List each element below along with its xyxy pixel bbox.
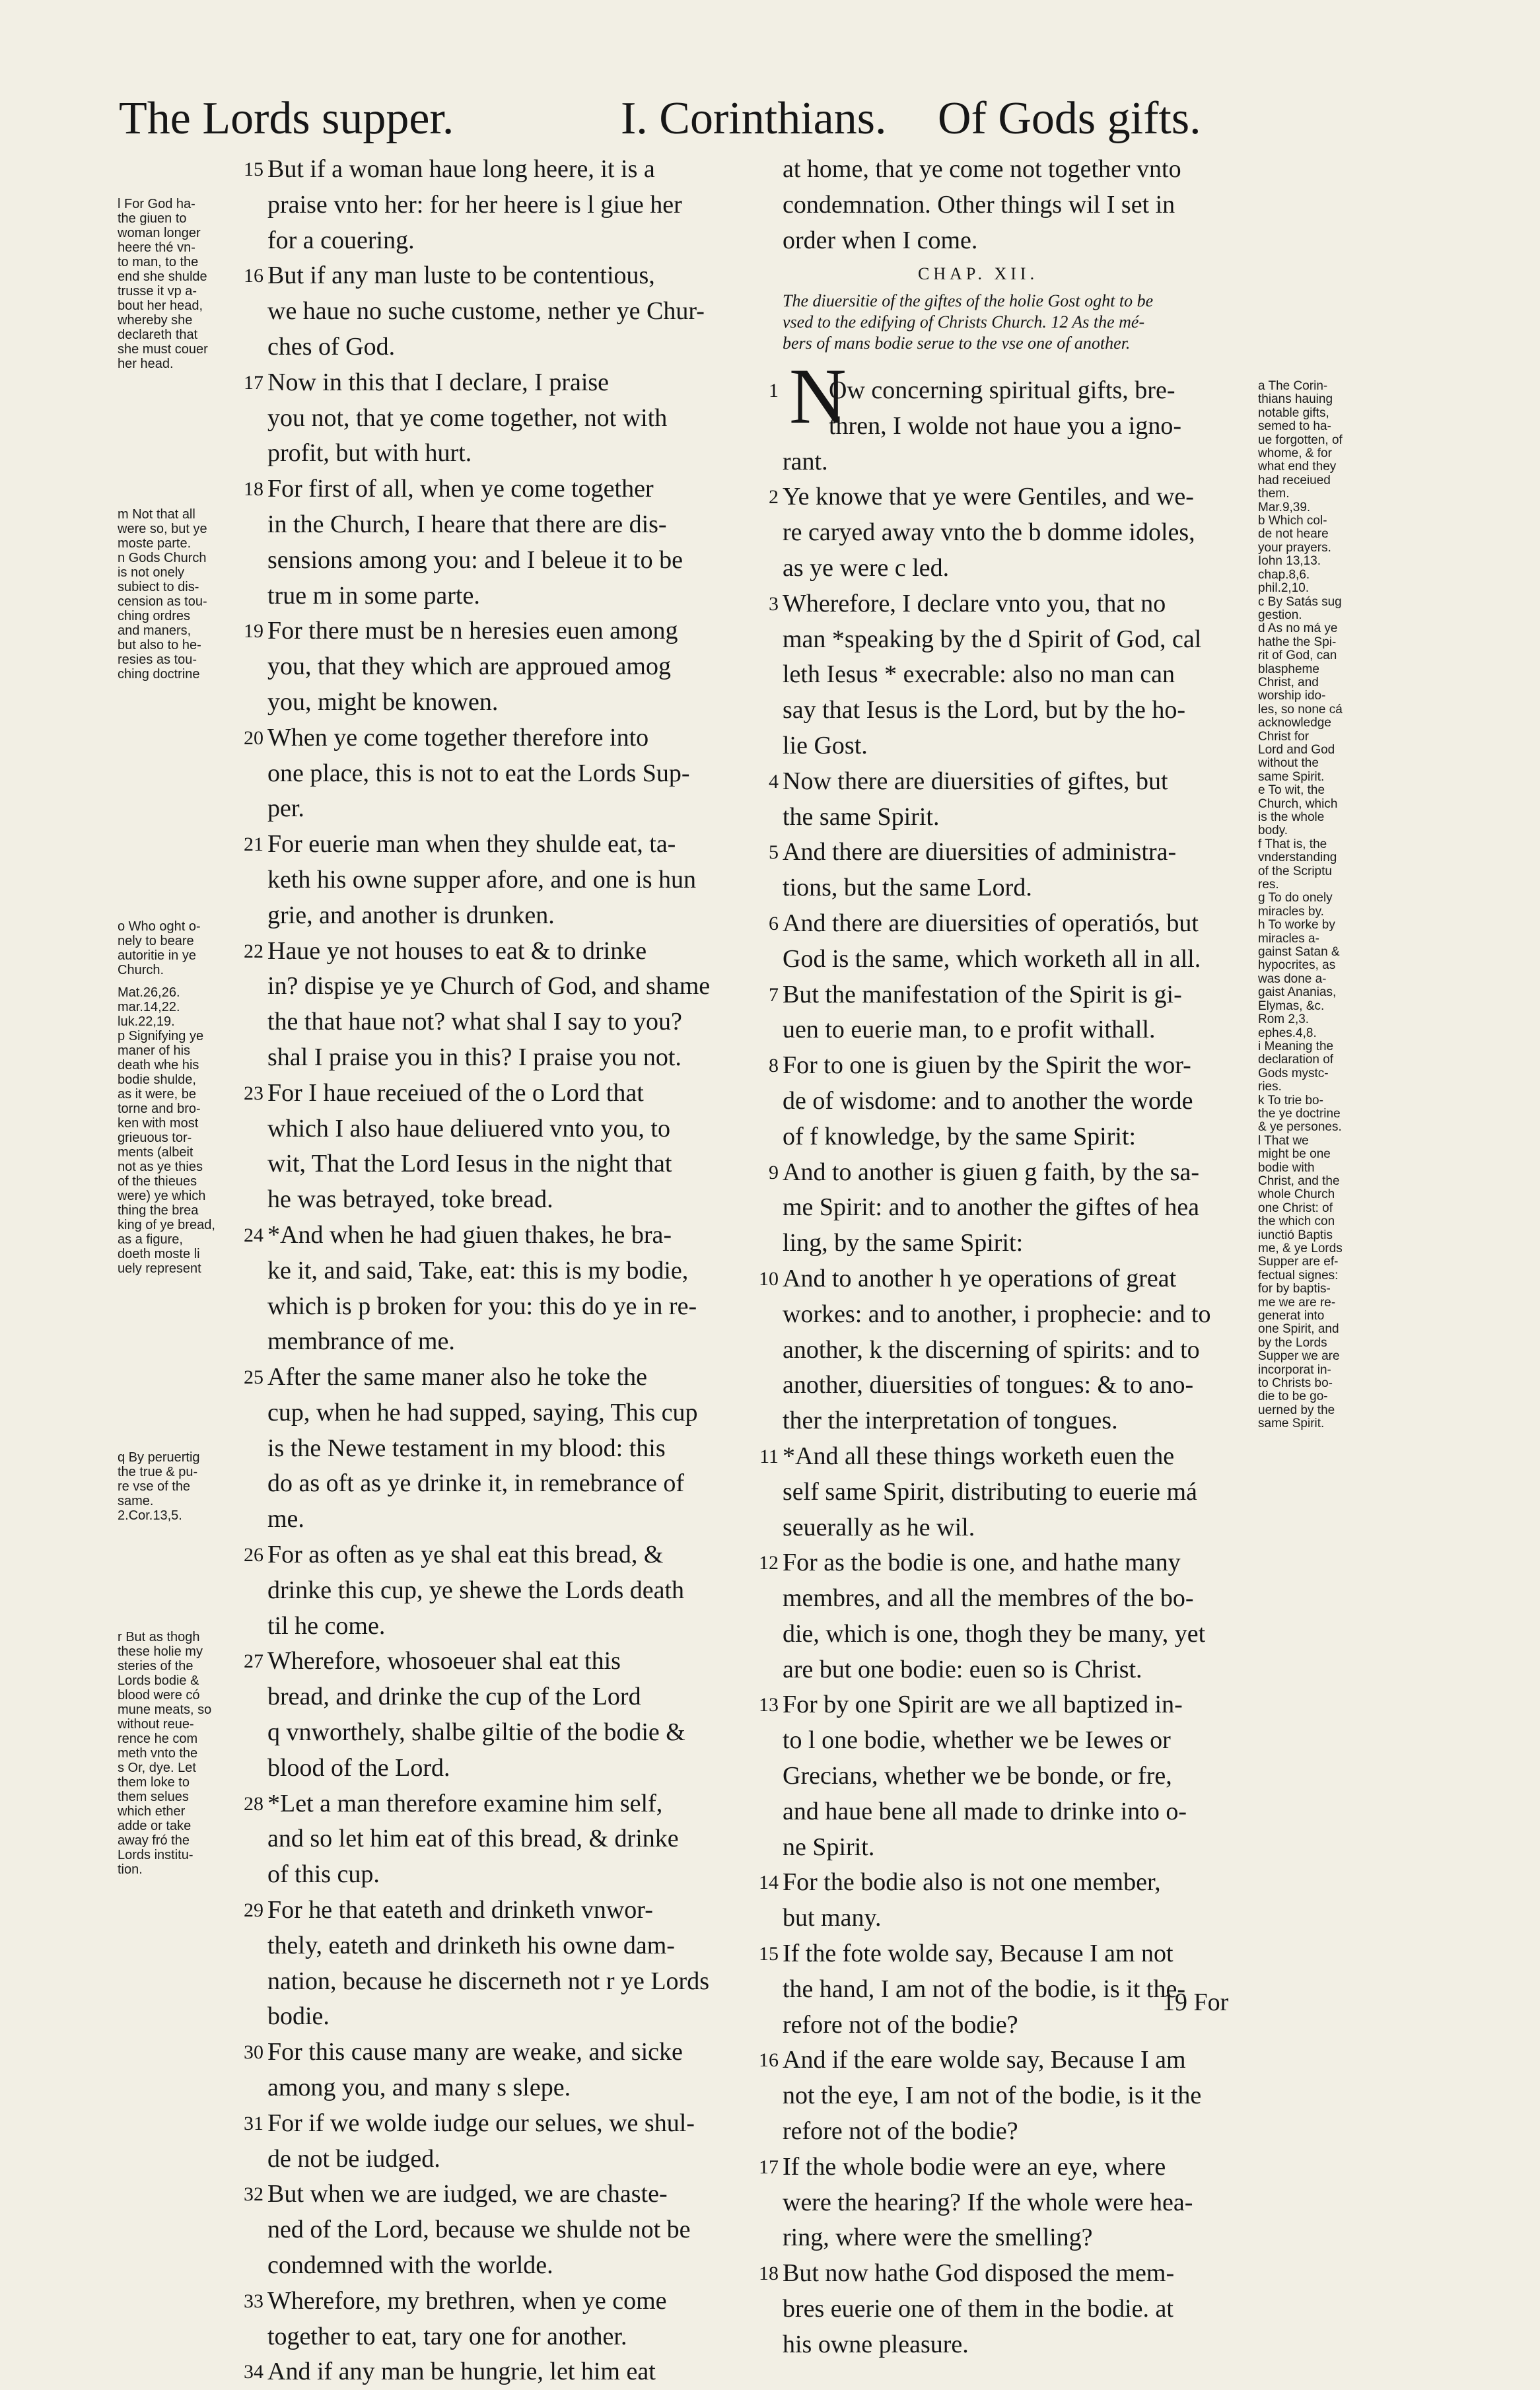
text-line — [783, 693, 1245, 728]
verse-text: For this cause many are weake, and sicke — [267, 2038, 683, 2066]
verse-text: you, that they which are approued amog — [267, 652, 671, 681]
chapter-summary-line: bers of mans bodie serue to the vse one of another. — [783, 334, 1131, 353]
verse-text: thely, eateth and drinketh his owne dam- — [267, 1931, 675, 1959]
verse-text: me. — [267, 1505, 304, 1533]
verse-text: at home, that ye come not together vnto — [783, 155, 1181, 183]
text-line — [244, 1786, 769, 1822]
verse-text: condemned with the worlde. — [267, 2251, 553, 2280]
chapter-summary-line: vsed to the edifying of Christs Church. 12 As the mé- — [783, 312, 1145, 332]
verse-text: Ow concerning spiritual gifts, bre- — [829, 376, 1175, 404]
text-line — [267, 1609, 769, 1644]
text-line — [267, 649, 769, 685]
text-line — [267, 2212, 769, 2248]
verse-text: we haue no suche custome, nether ye Chur- — [267, 297, 705, 326]
text-line — [783, 444, 1245, 480]
text-line — [783, 1901, 1245, 1936]
text-line — [759, 1545, 1245, 1581]
verse-text: *And when he had giuen thakes, he bra- — [267, 1220, 672, 1249]
verse-text: bodie. — [267, 2002, 330, 2031]
verse-text: membrance of me. — [267, 1327, 455, 1356]
text-line — [783, 1297, 1245, 1333]
verse-text: For euerie man when they shulde eat, ta- — [267, 830, 676, 859]
verse-text: Wherefore, I declare vnto you, that no — [783, 589, 1166, 617]
verse-text: per. — [267, 794, 304, 823]
text-line — [783, 1830, 1245, 1866]
verse-text: grie, and another is drunken. — [267, 901, 555, 929]
text-line — [783, 1475, 1245, 1510]
verse-text: praise vnto her: for her heere is l giue her — [267, 190, 682, 219]
verse-text: For by one Spirit are we all baptized in- — [783, 1691, 1183, 1719]
verse-text: lie Gost. — [783, 731, 868, 759]
verse-text: another, k the discerning of spirits: and to — [783, 1335, 1200, 1364]
text-line — [267, 1715, 769, 1751]
drop-cap: N — [789, 352, 847, 440]
verse-text: he was betrayed, toke bread. — [267, 1185, 553, 1214]
verse-text: his owne pleasure. — [783, 2330, 969, 2358]
left-text-column — [244, 152, 769, 2390]
text-line — [783, 1617, 1245, 1652]
verse-number: 15 — [759, 1943, 779, 1965]
verse-text: but many. — [783, 1904, 882, 1932]
verse-number: 4 — [769, 770, 779, 792]
text-line — [759, 1261, 1245, 1297]
text-line — [244, 258, 769, 294]
verse-number: 28 — [244, 1792, 263, 1815]
verse-text: thren, I wolde not haue you a igno- — [829, 411, 1181, 440]
verse-number: 22 — [244, 940, 263, 962]
verse-text: And there are diuersities of operatiós, but — [783, 909, 1199, 937]
verse-text: profit, but with hurt. — [267, 439, 472, 468]
text-line — [244, 152, 769, 188]
verse-number: 12 — [759, 1552, 779, 1574]
verse-text: After the same maner also he toke the — [267, 1363, 648, 1391]
running-head-right: Of Gods gifts. — [938, 93, 1201, 144]
text-line — [783, 1794, 1245, 1830]
verse-text: you, might be knowen. — [267, 687, 499, 716]
text-line — [783, 223, 1245, 259]
text-line — [783, 1190, 1245, 1226]
text-line — [783, 2327, 1245, 2363]
verse-text: do as oft as ye drinke it, in remebrance of — [267, 1469, 684, 1498]
verse-text: Wherefore, whosoeuer shal eat this — [267, 1647, 621, 1675]
margin-note: r But as thogh these holie my steries of the Lords bodie & blood were có mune meats, so without reue- rence he com meth vnto the s Or, dye. Let them loke to them selues which ether adde or take away fró the Lords institu- tion. — [118, 1630, 212, 1877]
verse-text: Ye knowe that ye were Gentiles, and we- — [783, 483, 1194, 511]
text-line — [267, 1111, 769, 1147]
verse-text: And there are diuersities of administra- — [783, 838, 1177, 866]
text-line — [267, 1679, 769, 1715]
verse-text: say that Iesus is the Lord, but by the ho- — [783, 696, 1186, 724]
verse-number: 3 — [769, 592, 779, 615]
text-line — [783, 1012, 1245, 1048]
text-line — [244, 1644, 769, 1679]
verse-text: the that haue not? what shal I say to you? — [267, 1008, 682, 1036]
text-line — [267, 791, 769, 827]
text-line — [783, 1333, 1245, 1368]
text-line — [244, 2035, 769, 2070]
verse-text: the same Spirit. — [783, 802, 940, 831]
text-line — [267, 1146, 769, 1182]
text-line — [783, 1723, 1245, 1759]
text-line — [267, 1857, 769, 1893]
text-line — [783, 409, 1245, 444]
chapter-summary-line: The diuersitie of the giftes of the holie Gost oght to be — [783, 291, 1154, 310]
verse-text: Haue ye not houses to eat & to drinke — [267, 936, 647, 965]
verse-text: Grecians, whether we be bonde, or fre, — [783, 1762, 1172, 1790]
verse-number: 15 — [244, 158, 263, 180]
text-line — [267, 1040, 769, 1076]
verse-text: ling, by the same Spirit: — [783, 1229, 1024, 1257]
verse-text: tions, but the same Lord. — [783, 874, 1032, 902]
verse-text: Wherefore, my brethren, when ye come — [267, 2286, 667, 2315]
verse-text: God is the same, which worketh all in all. — [783, 944, 1201, 973]
margin-note: l For God ha- the giuen to woman longer heere thé vn- to man, to the end she shulde trusse it vp a- bout her head, whereby she declareth that she must couer her head. — [118, 197, 208, 371]
verse-text: bres euerie one of them in the bodie. at — [783, 2295, 1173, 2323]
verse-text: seuerally as he wil. — [783, 1513, 975, 1541]
text-line — [244, 1218, 769, 1253]
verse-text: q vnworthely, shalbe giltie of the bodie & — [267, 1718, 685, 1747]
verse-text: together to eat, tary one for another. — [267, 2322, 627, 2350]
text-line — [783, 551, 1245, 586]
text-line — [759, 1936, 1245, 1972]
verse-text: And if the eare wolde say, Because I am — [783, 2046, 1186, 2074]
text-line — [769, 479, 1245, 515]
verse-number: 32 — [244, 2183, 263, 2206]
verse-number: 14 — [759, 1872, 779, 1894]
text-line — [267, 1751, 769, 1786]
verse-number: 27 — [244, 1650, 263, 1673]
text-line — [267, 579, 769, 614]
text-line — [267, 294, 769, 330]
verse-text: to l one bodie, whether we be Iewes or — [783, 1726, 1171, 1755]
text-line — [267, 1502, 769, 1537]
verse-number: 19 — [244, 620, 263, 643]
text-line — [783, 1226, 1245, 1261]
text-line — [267, 223, 769, 259]
text-line — [267, 543, 769, 579]
verse-text: uen to euerie man, to e profit withall. — [783, 1016, 1156, 1044]
text-line — [244, 827, 769, 862]
verse-text: *And all these things worketh euen the — [783, 1442, 1175, 1470]
text-line — [783, 800, 1245, 835]
verse-text: But when we are iudged, we are chaste- — [267, 2180, 668, 2208]
verse-text: But if any man luste to be contentious, — [267, 262, 655, 290]
verse-text: true m in some parte. — [267, 581, 480, 610]
verse-number: 11 — [759, 1445, 779, 1467]
verse-text: keth his owne supper afore, and one is hun — [267, 865, 697, 894]
verse-text: were the hearing? If the whole were hea- — [783, 2188, 1193, 2216]
running-head-left: The Lords supper. — [119, 93, 454, 144]
verse-text: as ye were c led. — [783, 553, 950, 582]
text-line — [267, 756, 769, 792]
verse-number: 8 — [769, 1055, 779, 1077]
text-line — [783, 657, 1245, 693]
text-line — [244, 614, 769, 649]
text-line — [267, 2248, 769, 2284]
margin-note: a The Corin- thians hauing notable gifts, semed to ha- ue forgotten, of whome, & for what end they had receiued them. Mar.9,39. b Which col- de not heare your prayers. Iohn 13,13. chap.8,6. phil.2,10. c By Satás sug gestion. d As no má ye hathe the Spi- rit of God, can blaspheme Christ, and worship ido- les, so none cá acknowledge Christ for Lord and God without the same Spirit. e To wit, the Church, which is the whole body. f That is, the vnderstanding of the Scriptu res. g To do onely miracles by. h To worke by miracles a- gainst Satan & hypocrites, as was done a- gaist Ananias, Elymas, &c. Rom 2,3. ephes.4,8. i Meaning the declaration of Gods mystc- ries. k To trie bo- the ye doctrine & ye persones. l That we might be one bodie with Christ, and the whole Church one Christ: of the which con iunctió Baptis me, & ye Lords Supper are ef- fectual signes: for by baptis- me we are re- generat into one Spirit, and by the Lords Supper we are incorporat in- to Christs bo- die to be go- uerned by the same Spirit. — [1258, 379, 1343, 1431]
verse-number: 5 — [769, 841, 779, 864]
right-text-column — [759, 373, 1245, 2363]
text-line — [769, 906, 1245, 942]
verse-text: another, diuersities of tongues: & to ano- — [783, 1371, 1194, 1399]
verse-number: 18 — [244, 478, 263, 501]
text-line — [244, 1360, 769, 1395]
verse-text: For he that eateth and drinketh vnwor- — [267, 1896, 653, 1924]
verse-text: in the Church, I heare that there are dis- — [267, 510, 667, 538]
text-line — [783, 1759, 1245, 1794]
verse-text: sensions among you: and I beleue it to be — [267, 545, 683, 574]
verse-text: membres, and all the membres of the bo- — [783, 1584, 1194, 1613]
text-line — [267, 1964, 769, 2000]
text-line — [267, 1928, 769, 1964]
verse-text: among you, and many s slepe. — [267, 2074, 571, 2102]
verse-text: But if a woman haue long heere, it is a — [267, 155, 655, 183]
verse-text: bread, and drinke the cup of the Lord — [267, 1683, 641, 1711]
text-line — [244, 934, 769, 969]
verse-text: For I haue receiued of the o Lord that — [267, 1078, 644, 1107]
text-line — [244, 1537, 769, 1573]
text-line — [783, 2292, 1245, 2327]
verse-text: For the bodie also is not one member, — [783, 1868, 1161, 1897]
verse-number: 30 — [244, 2041, 263, 2064]
text-line — [759, 1865, 1245, 1901]
margin-note: Mat.26,26. mar.14,22. luk.22,19. p Signifying ye maner of his death whe his bodie shulde, as it were, be torne and bro- ken with most grieuous tor- ments (albeit not as ye thies of the thieues were) ye which thing the brea king of ye bread, as a figure, doeth moste li uely represent — [118, 985, 215, 1276]
verse-text: not the eye, I am not of the bodie, is it the — [783, 2082, 1202, 2110]
verse-number: 21 — [244, 833, 263, 856]
text-line — [783, 1368, 1245, 1403]
verse-text: blood of the Lord. — [267, 1753, 450, 1782]
verse-text: And to another is giuen g faith, by the sa- — [783, 1158, 1200, 1186]
text-line — [267, 1324, 769, 1360]
text-line — [244, 2354, 769, 2390]
verse-text: leth Iesus * execrable: also no man can — [783, 660, 1175, 689]
verse-text: are but one bodie: euen so is Christ. — [783, 1655, 1142, 1683]
verse-number: 18 — [759, 2263, 779, 2285]
text-line — [783, 2114, 1245, 2150]
text-line — [783, 728, 1245, 764]
verse-text: one place, this is not to eat the Lords Sup- — [267, 759, 690, 787]
verse-number: 29 — [244, 1899, 263, 1922]
verse-number: 33 — [244, 2290, 263, 2312]
verse-number: 16 — [244, 265, 263, 287]
text-line — [769, 835, 1245, 870]
text-line — [244, 2106, 769, 2142]
verse-text: self same Spirit, distributing to euerie má — [783, 1477, 1197, 1506]
text-line — [769, 373, 1245, 409]
verse-text: which is p broken for you: this do ye in re- — [267, 1292, 697, 1320]
verse-text: man *speaking by the d Spirit of God, cal — [783, 625, 1202, 653]
verse-text: ches of God. — [267, 332, 396, 361]
text-line — [267, 685, 769, 721]
text-line — [267, 188, 769, 223]
verse-text: shal I praise you in this? I praise you not. — [267, 1043, 682, 1071]
text-line — [267, 1821, 769, 1857]
verse-number: 31 — [244, 2112, 263, 2134]
verse-number: 26 — [244, 1544, 263, 1566]
verse-text: for a couering. — [267, 226, 415, 254]
text-line — [783, 1581, 1245, 1617]
verse-text: ned of the Lord, because we shulde not be — [267, 2216, 691, 2244]
margin-note: o Who oght o- nely to beare autoritie in ye Church. — [118, 919, 201, 977]
verse-text: wit, That the Lord Iesus in the night that — [267, 1150, 672, 1178]
text-line — [267, 1999, 769, 2035]
verse-text: nation, because he discerneth not r ye Lords — [267, 1967, 709, 1995]
text-line — [783, 2185, 1245, 2221]
text-line — [267, 2319, 769, 2355]
text-line — [267, 969, 769, 1004]
verse-text: When ye come together therefore into — [267, 723, 649, 752]
text-line — [267, 2142, 769, 2177]
verse-text: drinke this cup, ye shewe the Lords death — [267, 1576, 685, 1604]
verse-text: ring, where were the smelling? — [783, 2224, 1093, 2252]
text-line — [769, 1155, 1245, 1191]
verse-text: Now in this that I declare, I praise — [267, 368, 610, 396]
verse-text: which I also haue deliuered vnto you, to — [267, 1114, 670, 1142]
text-line — [244, 2284, 769, 2319]
text-line — [267, 862, 769, 898]
text-line — [267, 401, 769, 437]
verse-text: and so let him eat of this bread, & drinke — [267, 1825, 679, 1853]
verse-text: For first of all, when ye come together — [267, 475, 654, 503]
text-line — [769, 586, 1245, 622]
verse-text: of this cup. — [267, 1860, 380, 1889]
margin-note: q By peruertig the true & pu- re vse of the same. 2.Cor.13,5. — [118, 1450, 200, 1523]
verse-text: is the Newe testament in my blood: this — [267, 1434, 666, 1462]
verse-text: and haue bene all made to drinke into o- — [783, 1797, 1187, 1825]
verse-text: me Spirit: and to another the giftes of hea — [783, 1193, 1200, 1222]
verse-text: you not, that ye come together, not with — [267, 404, 668, 432]
running-head-center: I. Corinthians. — [621, 93, 887, 144]
verse-text: rant. — [783, 447, 828, 475]
verse-text: If the whole bodie were an eye, where — [783, 2152, 1166, 2181]
text-line — [783, 152, 1245, 188]
verse-text: workes: and to another, i prophecie: and to — [783, 1300, 1211, 1328]
text-line — [267, 898, 769, 934]
verse-number: 10 — [759, 1267, 779, 1290]
verse-text: For to one is giuen by the Spirit the wor- — [783, 1051, 1191, 1080]
verse-text: die, which is one, thogh they be many, yet — [783, 1619, 1206, 1648]
verse-text: de of wisdome: and to another the worde — [783, 1086, 1193, 1115]
text-line — [759, 2150, 1245, 2185]
text-line — [244, 472, 769, 507]
verse-number: 13 — [759, 1694, 779, 1716]
text-line — [244, 2177, 769, 2212]
verse-text: cup, when he had supped, saying, This cup — [267, 1398, 698, 1426]
verse-text: *Let a man therefore examine him self, — [267, 1789, 663, 1817]
text-line — [267, 1182, 769, 1218]
verse-text: of f knowledge, by the same Spirit: — [783, 1122, 1137, 1150]
text-line — [783, 515, 1245, 551]
text-line — [759, 1687, 1245, 1723]
text-line — [783, 622, 1245, 658]
text-line — [267, 1004, 769, 1040]
text-line — [267, 1466, 769, 1502]
margin-note: m Not that all were so, but ye moste parte. n Gods Church is not onely subiect to dis- cension as tou- ching ordres and maners, but also to he- resies as tou- ching doctrine — [118, 507, 207, 682]
verse-text: refore not of the bodie? — [783, 2117, 1018, 2146]
text-line — [267, 1573, 769, 1609]
verse-text: And to another h ye operations of great — [783, 1264, 1177, 1292]
verse-number: 20 — [244, 726, 263, 749]
verse-text: ther the interpretation of tongues. — [783, 1407, 1118, 1435]
verse-number: 1 — [769, 380, 779, 402]
text-line — [783, 1403, 1245, 1439]
text-line — [769, 1048, 1245, 1084]
verse-number: 17 — [759, 2156, 779, 2178]
text-line — [244, 1893, 769, 1928]
text-line — [759, 2043, 1245, 2078]
text-line — [783, 1652, 1245, 1688]
verse-number: 23 — [244, 1082, 263, 1104]
text-line — [783, 2220, 1245, 2256]
text-line — [267, 1253, 769, 1289]
verse-number: 9 — [769, 1161, 779, 1183]
verse-text: re caryed away vnto the b domme idoles, — [783, 518, 1195, 547]
verse-text: refore not of the bodie? — [783, 2010, 1018, 2039]
verse-text: ne Spirit. — [783, 1833, 875, 1861]
verse-text: ke it, and said, Take, eat: this is my bodie, — [267, 1256, 689, 1284]
text-line — [759, 1439, 1245, 1475]
text-line — [769, 977, 1245, 1013]
verse-text: And if any man be hungrie, let him eat — [267, 2358, 656, 2386]
catchword: 19 For — [1162, 1988, 1229, 2016]
right-column-top — [783, 152, 1245, 258]
text-line — [267, 330, 769, 365]
text-line — [783, 1084, 1245, 1119]
text-line — [783, 188, 1245, 223]
text-line — [783, 2078, 1245, 2114]
verse-number: 16 — [759, 2049, 779, 2072]
verse-text: But now hathe God disposed the mem- — [783, 2259, 1175, 2288]
text-line — [267, 436, 769, 472]
text-line — [759, 2256, 1245, 2292]
verse-text: order when I come. — [783, 226, 978, 254]
text-line — [267, 507, 769, 543]
verse-number: 17 — [244, 371, 263, 394]
verse-text: For as the bodie is one, and hathe many — [783, 1549, 1181, 1577]
verse-text: For there must be n heresies euen among — [267, 617, 678, 645]
text-line — [267, 1431, 769, 1467]
text-line — [267, 1289, 769, 1325]
verse-number: 7 — [769, 983, 779, 1006]
verse-text: condemnation. Other things wil I set in — [783, 190, 1175, 219]
verse-number: 6 — [769, 912, 779, 934]
text-line — [783, 942, 1245, 977]
verse-number: 34 — [244, 2361, 263, 2383]
text-line — [267, 1395, 769, 1431]
text-line — [783, 1510, 1245, 1546]
verse-text: til he come. — [267, 1611, 386, 1640]
text-line — [769, 764, 1245, 800]
text-line — [783, 870, 1245, 906]
verse-text: de not be iudged. — [267, 2144, 440, 2173]
verse-number: 25 — [244, 1366, 263, 1389]
text-line — [244, 721, 769, 756]
text-line — [267, 2070, 769, 2106]
text-line — [244, 365, 769, 401]
verse-text: But the manifestation of the Spirit is gi- — [783, 980, 1182, 1008]
text-line — [244, 1076, 769, 1111]
verse-text: the hand, I am not of the bodie, is it the- — [783, 1975, 1185, 2003]
verse-text: If the fote wolde say, Because I am not — [783, 1940, 1173, 1968]
verse-number: 24 — [244, 1224, 263, 1246]
text-line — [783, 1119, 1245, 1155]
verse-text: Now there are diuersities of giftes, but — [783, 767, 1168, 795]
verse-text: For as often as ye shal eat this bread, & — [267, 1541, 664, 1569]
verse-number: 2 — [769, 486, 779, 509]
chapter-heading: CHAP. XII. — [918, 264, 1039, 283]
verse-text: in? dispise ye ye Church of God, and shame — [267, 972, 711, 1001]
verse-text: For if we wolde iudge our selues, we shul- — [267, 2109, 695, 2137]
